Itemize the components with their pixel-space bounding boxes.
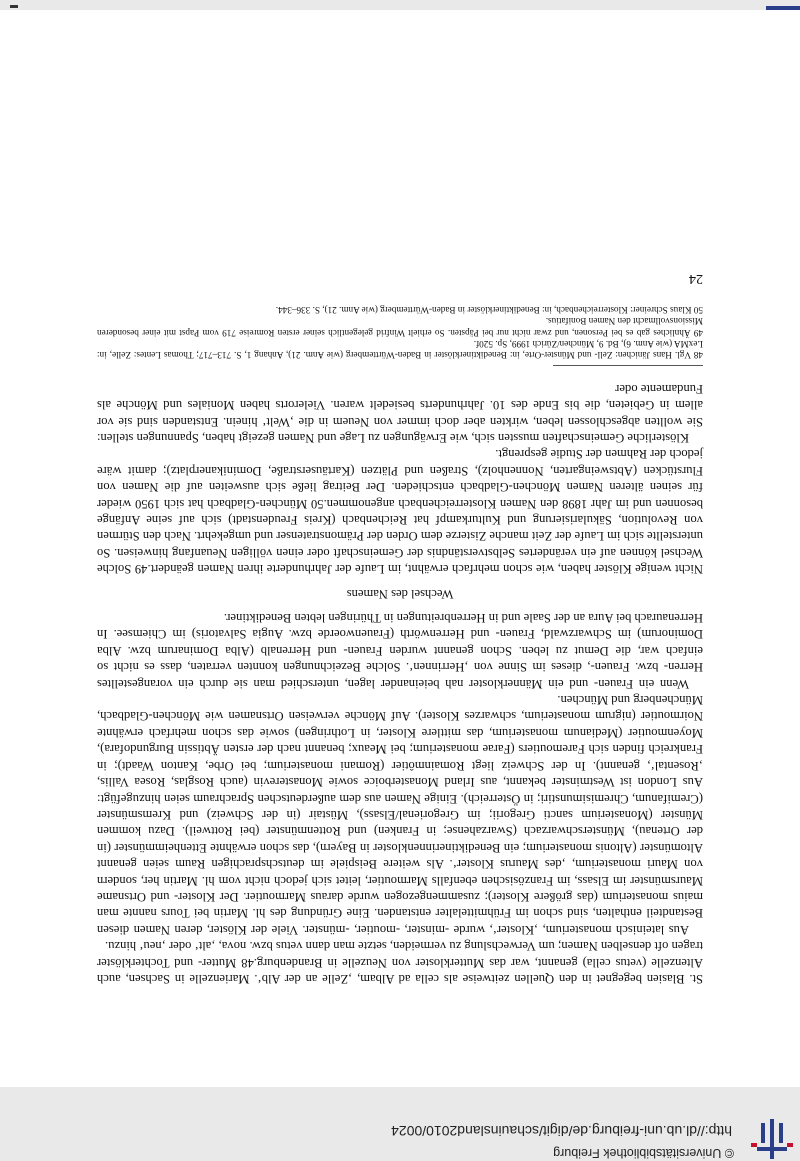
footnote-divider bbox=[553, 365, 703, 366]
footnote: 49 Ähnliches gab es bei Personen, und zwar nicht nur bei Päpsten. So erhielt Winfrid gelegentlich seiner ersten Romreise 719 vom Papst mit einer besonderen Missionsvollmacht den Namen Bonifatius. bbox=[97, 316, 703, 338]
footnotes bbox=[97, 304, 703, 360]
university-logo-icon bbox=[751, 1119, 793, 1159]
copyright-notice: © Universitätsbibliothek Freiburg bbox=[553, 1146, 734, 1160]
paragraph: Wenn ein Frauen- und ein Männerkloster nah beieinander lagen, unterschied man sie durch ein vorangestelltes Herren- bzw. Frauen-, dieses im Sinne von ‚Herrinnen‘. Solche Bezeichnungen konnten verraten, dass es nicht so einfach war, die Demut zu leben. Schon genannt wurden Frauen- und Herrenalb (Alba Dominarum bzw. Alba Dominorum) im Schwarzwald, Frauen- und Herrenwörth (Frauenwoerde bzw. Augia Salvatoris) im Chiemsee. In Herrenaurach bei Aura an der Saale und in Herrenbreitungen in Thüringen lebten Benediktiner. bbox=[97, 611, 703, 691]
footnote: 50 Klaus Schreiner: Klosterreichenbach, in: Benediktinerklöster in Baden-Württemberg (wie Anm. 21), S. 336–344. bbox=[275, 305, 703, 316]
paragraph: Nicht wenige Klöster haben, wie schon mehrfach erwähnt, im Laufe der Jahrhunderte ihren Namen geändert.49 Solche Wechsel können auf ein verändertes Selbstverständnis der Gemeinschaft oder einen völligen Neuanfang hinweisen. So unterstellte sich im Laufe der Zeit manche Zisterze dem Orden der Prämonstratenser und umgekehrt. Nach den Stürmen von Revolution, Säkularisierung und Kulturkampf hat Reichenbach (Kreis Freudenstadt) sich auf seine Anfänge besonnen und im Jahr 1898 den Namen Klosterreichenbach angenommen.50 München-Gladbach hat sich 1950 wieder für seinen älteren Namen Mönchen-Gladbach entschieden. Der Beitrag ließe sich ausweiten auf die Namen von Flurstücken (Abtsweingarten, Nonnenholz), Straßen und Plätzen (Kartäuserstraße, Dominikanerplatz); damit wäre jedoch der Rahmen der Studie gesprengt. bbox=[97, 447, 703, 577]
page-marker-icon bbox=[10, 5, 18, 8]
logo-fragment-icon bbox=[766, 6, 800, 10]
section-heading: Wechsel des Namens bbox=[346, 586, 454, 601]
header-banner bbox=[0, 1086, 800, 1161]
paragraph: St. Blasien begegnet in den Quellen zeitweise als cella ad Albam, ‚Zelle an der Alb‘. Marienzelle in Sachsen, auch Altenzelle (vetus cella) genannt, war das Mutterkloster von Neuzelle in Brandenburg.48 Mutter- und Tochterklöster tragen oft denselben Namen; um Verwechslung zu vermeiden, setzte man dann vetus bzw. nova, ‚alt‘ oder ‚neu‘ hinzu. bbox=[97, 939, 703, 986]
paragraph: Klösterliche Gemeinschaften mussten sich, wie Erwägungen zu Lage und Namen gezeigt haben, Spannungen stellen: Sie wollten abgeschlossen leben, wirkten aber doch immer von Neuem in die ‚Welt‘ hinein. Entstanden sind sie vor allem in Gebieten, die bis Ende des 10. Jahrhunderts besiedelt waren. Vielerorts haben Moniales und Mönche als Fundamente oder bbox=[97, 381, 703, 445]
main-text bbox=[97, 380, 703, 987]
bottom-bar bbox=[0, 0, 800, 10]
footnote: 48 Vgl. Hans Jänichen: Zell- und Münster-Orte, in: Benediktinerklöster in Baden-Württemberg (wie Anm. 21), Anhang 1, S. 713–717; Thomas Lentes: Zelle, in: LexMA (wie Anm. 6), Bd. 9, München/Zürich 1999, Sp. 520f. bbox=[97, 338, 703, 360]
page-number: 24 bbox=[689, 271, 703, 286]
document-url[interactable]: http://dl.ub.uni-freiburg.de/digit/schauinsland2010/0024 bbox=[391, 1123, 732, 1139]
paragraph: Aus lateinisch monasterium, ‚Kloster‘, wurde -minster, -moutier, -münster. Viele der Klöster, deren Namen diesen Bestandteil enthalten, sind schon im Frühmittelalter entstanden. Eine Gründung des hl. Martin bei Tours nannte man maius monasterium (das größere Kloster); zusammengezogen wurde daraus Marmoutier. Der Kloster- und Ortsname Maursmünster im Elsass, im Französischen ebenfalls Marmoutier, leitet sich jedoch nicht vom hl. Martin her, sondern von Mauri monasterium, ‚des Maurus Kloster‘. Als weitere Beispiele im deutschsprachigen Raum seien genannt Altomünster (Altonis monasterium; ein Benediktinerinnenkloster in Bayern), das schon erwähnte Ettenheimmünster (in der Ortenau), Münsterschwarzach (Swarzahense; in Franken) und Rottenmünster (bei Rottweil). Dazu kommen Münster (Monasterium sancti Gregorii; im Gregorienal/Elsass), Müstair (in der Schweiz) und Kremsmünster (Cremifanum, Chremisimunstiri; in Österreich). Einige Namen aus dem außerdeutschen Sprachraum seien hinzugefügt: Aus London ist Westminster bekannt, aus Irland Monasterboice sowie Monasterevin (auch Rosglas, Rosea Vallis, ‚Rosental‘, genannt). In der Schweiz liegt Romainmôtier (Romani monasterium; bei Orbe, Kanton Waadt); in Frankreich finden sich Faremoutiers (Farae monasterium; bei Meaux; benannt nach der ersten Äbtissin Burgundofara), Moyenmoutier (Medianum monasterium, das mittlere Kloster, in Lothringen) sowie das schon mehrfach erwähnte Noirmoutier (nigrum monasterium, schwarzes Kloster). Auf Mönche verweisen Ortsnamen wie Mönchen-Gladbach, Münchenberg und München. bbox=[97, 693, 703, 937]
